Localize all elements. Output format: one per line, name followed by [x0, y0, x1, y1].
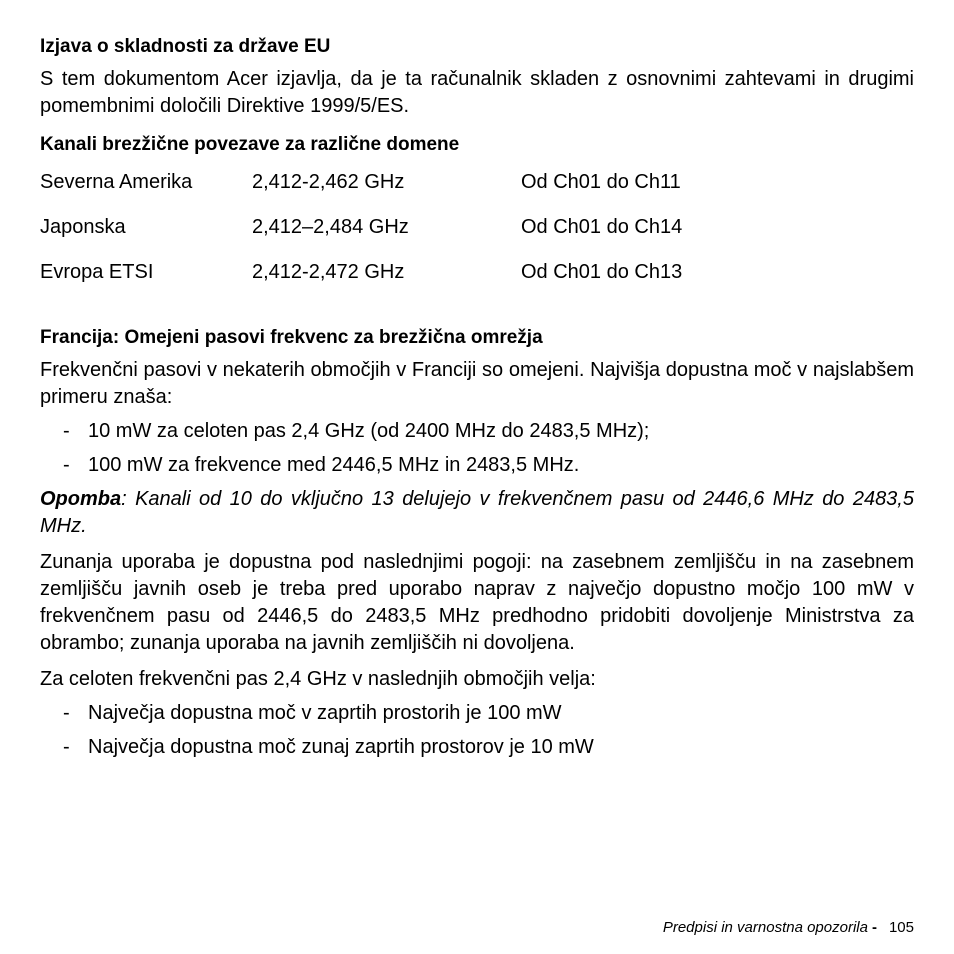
list-dash: -	[63, 454, 70, 476]
band-limit-list	[40, 700, 914, 768]
document-page	[40, 35, 914, 768]
region-cell: Japonska	[40, 216, 126, 238]
footer-separator: -	[871, 919, 877, 936]
list-item	[40, 418, 914, 452]
table-row	[40, 169, 821, 214]
outdoor-use-paragraph: Zunanja uporaba je dopustna pod naslednjimi pogoji: na zasebnem zemljišču in na zasebnem zemljišču javnih oseb je treba pred uporabo naprav z največjo dopustno močjo 100 mW v frekvenčnem pasu od 2446,5 do 2483,5 MHz predhodno pridobiti dovoljenje Ministrstva za obrambo; zunanja uporaba na javnih zemljiščih ni dovoljena.	[40, 551, 914, 654]
list-dash: -	[63, 736, 70, 758]
page-number: 105	[888, 919, 914, 936]
note-paragraph	[40, 486, 914, 540]
frequency-cell: 2,412-2,472 GHz	[252, 261, 405, 283]
channel-range-cell: Od Ch01 do Ch13	[521, 261, 683, 283]
frequency-cell: 2,412-2,462 GHz	[252, 171, 405, 193]
list-item-text: Največja dopustna moč v zaprtih prostorih je 100 mW	[88, 702, 562, 724]
list-item-text: 10 mW za celoten pas 2,4 GHz (od 2400 MHz do 2483,5 MHz);	[88, 420, 650, 442]
table-row	[40, 214, 821, 259]
list-item	[40, 700, 914, 734]
channels-heading: Kanali brezžične povezave za različne domene	[40, 134, 460, 155]
note-label: Opomba	[40, 488, 122, 510]
list-item-text: 100 mW za frekvence med 2446,5 MHz in 2483,5 MHz.	[88, 454, 580, 476]
page-footer	[663, 918, 914, 938]
table-row	[40, 259, 821, 304]
list-item	[40, 734, 914, 768]
footer-title: Predpisi in varnostna opozorila	[662, 919, 868, 936]
power-limit-list	[40, 418, 914, 486]
france-intro: Frekvenčni pasovi v nekaterih območjih v Franciji so omejeni. Najvišja dopustna moč v najslabšem primeru znaša:	[40, 359, 914, 408]
channels-table	[40, 169, 821, 304]
list-dash: -	[63, 420, 70, 442]
list-item	[40, 452, 914, 486]
note-text: : Kanali od 10 do vključno 13 delujejo v frekvenčnem pasu od 2446,6 MHz do 2483,5 MHz.	[40, 488, 914, 537]
frequency-cell: 2,412–2,484 GHz	[252, 216, 409, 238]
channel-range-cell: Od Ch01 do Ch11	[521, 171, 681, 193]
whole-band-paragraph: Za celoten frekvenčni pas 2,4 GHz v naslednjih območjih velja:	[40, 668, 596, 690]
region-cell: Severna Amerika	[40, 171, 193, 193]
list-dash: -	[63, 702, 70, 724]
region-cell: Evropa ETSI	[40, 261, 154, 283]
eu-declaration-heading: Izjava o skladnosti za države EU	[40, 36, 331, 57]
eu-declaration-text: S tem dokumentom Acer izjavlja, da je ta računalnik skladen z osnovnimi zahtevami in drugimi pomembnimi določili Direktive 1999/5/ES.	[40, 68, 914, 117]
list-item-text: Največja dopustna moč zunaj zaprtih prostorov je 10 mW	[88, 736, 594, 758]
channel-range-cell: Od Ch01 do Ch14	[521, 216, 683, 238]
france-heading: Francija: Omejeni pasovi frekvenc za brezžična omrežja	[40, 327, 543, 348]
